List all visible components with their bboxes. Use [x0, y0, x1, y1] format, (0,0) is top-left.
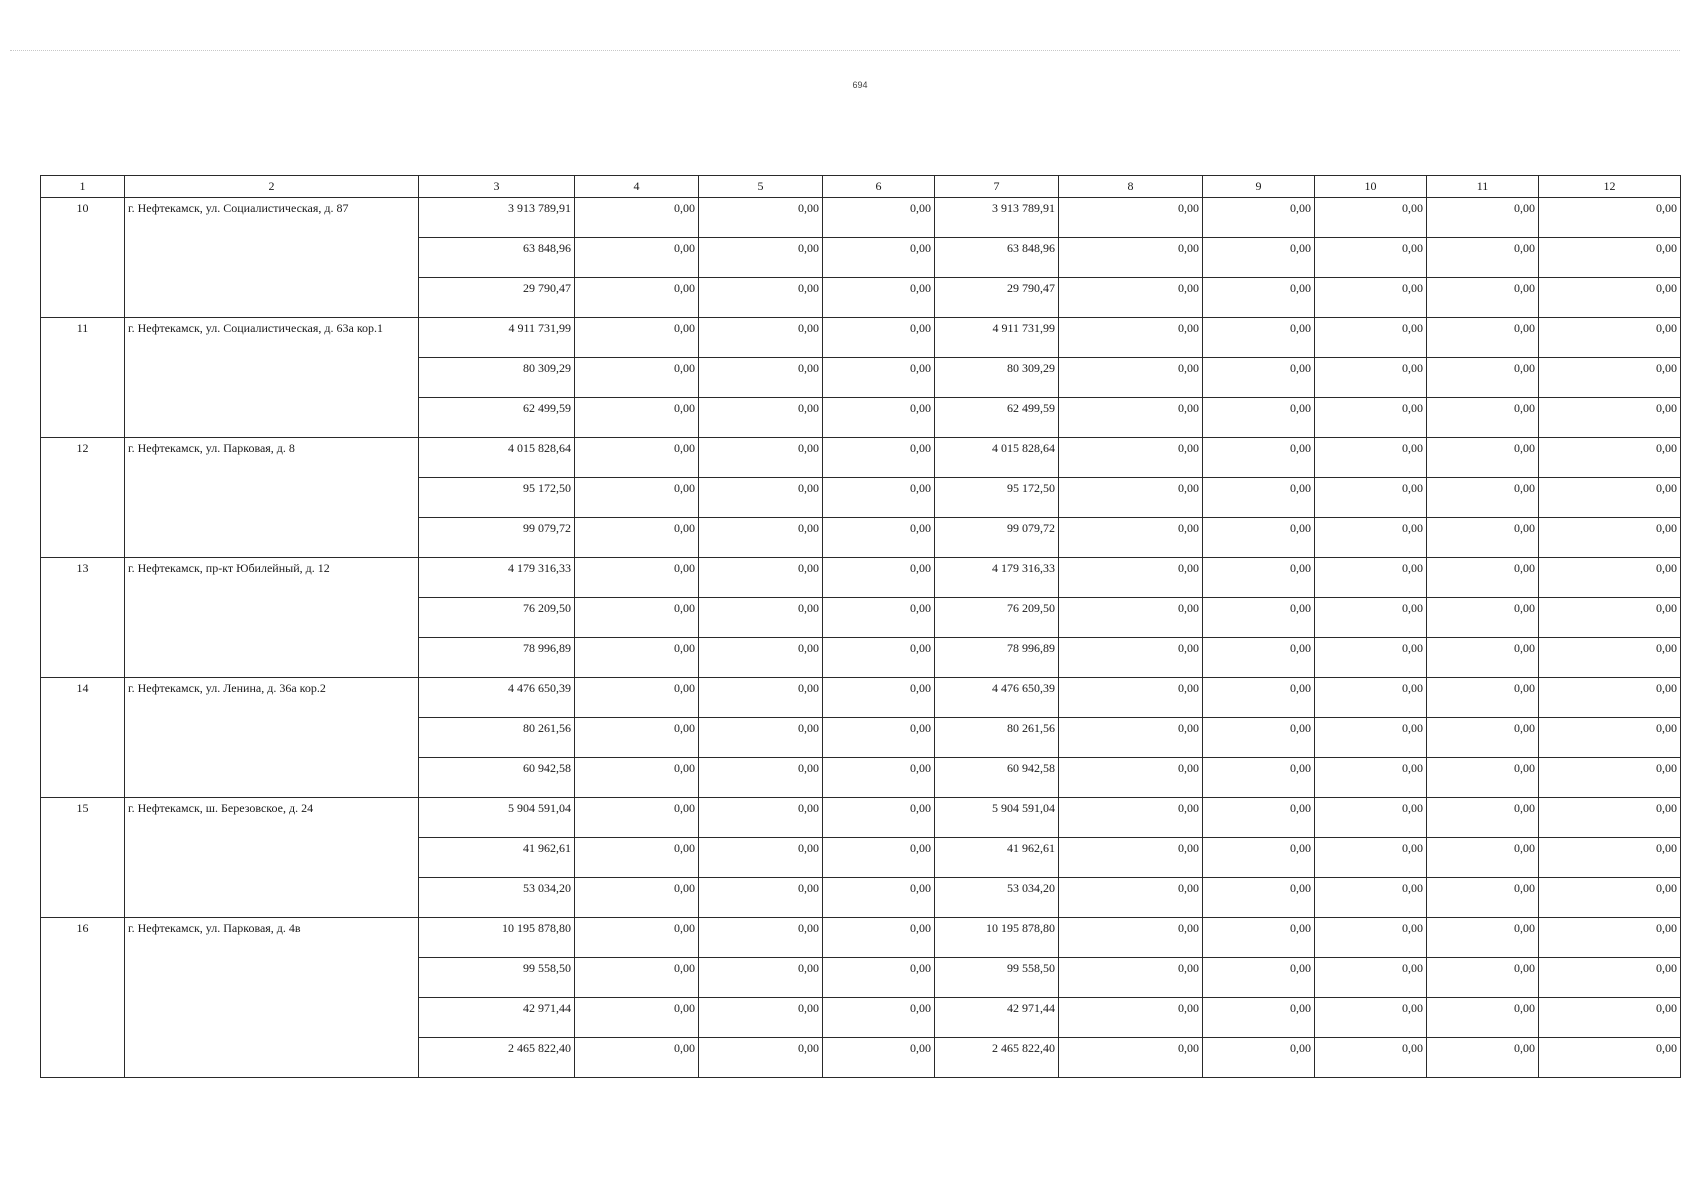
amount-cell-col-8: 0,00	[1059, 558, 1203, 598]
amount-cell-col-12: 0,00	[1539, 718, 1681, 758]
amount-cell-col-6: 0,00	[823, 278, 935, 318]
address-cell: г. Нефтекамск, ш. Березовское, д. 24	[125, 798, 419, 918]
amount-cell-col-9: 0,00	[1203, 798, 1315, 838]
amount-cell-col-3: 78 996,89	[419, 638, 575, 678]
amount-cell-col-10: 0,00	[1315, 518, 1427, 558]
amount-cell-col-12: 0,00	[1539, 238, 1681, 278]
header-row	[41, 176, 1681, 198]
amount-cell-col-10: 0,00	[1315, 278, 1427, 318]
amount-cell-col-11: 0,00	[1427, 638, 1539, 678]
amount-cell-col-3: 53 034,20	[419, 878, 575, 918]
amount-cell-col-7: 10 195 878,80	[935, 918, 1059, 958]
col-header-2: 2	[125, 176, 419, 198]
amount-cell-col-8: 0,00	[1059, 598, 1203, 638]
col-header-6: 6	[823, 176, 935, 198]
amount-cell-col-4: 0,00	[575, 278, 699, 318]
amount-cell-col-11: 0,00	[1427, 598, 1539, 638]
amount-cell-col-12: 0,00	[1539, 998, 1681, 1038]
amount-cell-col-10: 0,00	[1315, 478, 1427, 518]
amount-cell-col-7: 4 911 731,99	[935, 318, 1059, 358]
row-index: 14	[41, 678, 125, 798]
amount-cell-col-9: 0,00	[1203, 518, 1315, 558]
amount-cell-col-10: 0,00	[1315, 678, 1427, 718]
amount-cell-col-12: 0,00	[1539, 518, 1681, 558]
amount-cell-col-6: 0,00	[823, 518, 935, 558]
amount-cell-col-7: 63 848,96	[935, 238, 1059, 278]
amount-cell-col-5: 0,00	[699, 398, 823, 438]
amount-cell-col-8: 0,00	[1059, 398, 1203, 438]
amount-cell-col-9: 0,00	[1203, 678, 1315, 718]
amount-cell-col-5: 0,00	[699, 478, 823, 518]
amount-cell-col-10: 0,00	[1315, 758, 1427, 798]
amount-cell-col-11: 0,00	[1427, 318, 1539, 358]
amount-cell-col-8: 0,00	[1059, 278, 1203, 318]
amount-cell-col-5: 0,00	[699, 518, 823, 558]
amount-cell-col-3: 80 309,29	[419, 358, 575, 398]
amount-cell-col-10: 0,00	[1315, 1038, 1427, 1078]
amount-cell-col-4: 0,00	[575, 198, 699, 238]
amount-cell-col-7: 2 465 822,40	[935, 1038, 1059, 1078]
table-row	[41, 918, 1681, 958]
amount-cell-col-10: 0,00	[1315, 318, 1427, 358]
amount-cell-col-4: 0,00	[575, 1038, 699, 1078]
amount-cell-col-7: 5 904 591,04	[935, 798, 1059, 838]
amount-cell-col-12: 0,00	[1539, 558, 1681, 598]
amount-cell-col-6: 0,00	[823, 198, 935, 238]
amount-cell-col-11: 0,00	[1427, 358, 1539, 398]
address-cell: г. Нефтекамск, ул. Социалистическая, д. 63а кор.1	[125, 318, 419, 438]
amount-cell-col-4: 0,00	[575, 918, 699, 958]
amount-cell-col-11: 0,00	[1427, 838, 1539, 878]
amount-cell-col-5: 0,00	[699, 318, 823, 358]
address-cell: г. Нефтекамск, пр-кт Юбилейный, д. 12	[125, 558, 419, 678]
amount-cell-col-9: 0,00	[1203, 278, 1315, 318]
amount-cell-col-9: 0,00	[1203, 958, 1315, 998]
amount-cell-col-6: 0,00	[823, 878, 935, 918]
amount-cell-col-4: 0,00	[575, 838, 699, 878]
row-index: 13	[41, 558, 125, 678]
address-cell: г. Нефтекамск, ул. Ленина, д. 36а кор.2	[125, 678, 419, 798]
amount-cell-col-8: 0,00	[1059, 478, 1203, 518]
amount-cell-col-6: 0,00	[823, 638, 935, 678]
amount-cell-col-4: 0,00	[575, 558, 699, 598]
amount-cell-col-9: 0,00	[1203, 718, 1315, 758]
table-row	[41, 318, 1681, 358]
register-table	[40, 175, 1681, 1078]
amount-cell-col-9: 0,00	[1203, 438, 1315, 478]
amount-cell-col-10: 0,00	[1315, 798, 1427, 838]
amount-cell-col-8: 0,00	[1059, 878, 1203, 918]
amount-cell-col-4: 0,00	[575, 958, 699, 998]
amount-cell-col-7: 4 015 828,64	[935, 438, 1059, 478]
amount-cell-col-4: 0,00	[575, 878, 699, 918]
amount-cell-col-12: 0,00	[1539, 398, 1681, 438]
amount-cell-col-11: 0,00	[1427, 678, 1539, 718]
amount-cell-col-3: 95 172,50	[419, 478, 575, 518]
amount-cell-col-12: 0,00	[1539, 918, 1681, 958]
row-index: 10	[41, 198, 125, 318]
amount-cell-col-11: 0,00	[1427, 958, 1539, 998]
address-cell: г. Нефтекамск, ул. Парковая, д. 4в	[125, 918, 419, 1078]
amount-cell-col-4: 0,00	[575, 678, 699, 718]
amount-cell-col-4: 0,00	[575, 438, 699, 478]
amount-cell-col-6: 0,00	[823, 358, 935, 398]
amount-cell-col-7: 80 309,29	[935, 358, 1059, 398]
amount-cell-col-11: 0,00	[1427, 758, 1539, 798]
amount-cell-col-11: 0,00	[1427, 278, 1539, 318]
amount-cell-col-8: 0,00	[1059, 678, 1203, 718]
col-header-5: 5	[699, 176, 823, 198]
amount-cell-col-10: 0,00	[1315, 918, 1427, 958]
amount-cell-col-4: 0,00	[575, 318, 699, 358]
amount-cell-col-9: 0,00	[1203, 238, 1315, 278]
amount-cell-col-5: 0,00	[699, 438, 823, 478]
amount-cell-col-9: 0,00	[1203, 638, 1315, 678]
amount-cell-col-4: 0,00	[575, 758, 699, 798]
amount-cell-col-8: 0,00	[1059, 198, 1203, 238]
amount-cell-col-11: 0,00	[1427, 798, 1539, 838]
amount-cell-col-6: 0,00	[823, 558, 935, 598]
amount-cell-col-9: 0,00	[1203, 918, 1315, 958]
col-header-11: 11	[1427, 176, 1539, 198]
amount-cell-col-6: 0,00	[823, 998, 935, 1038]
amount-cell-col-9: 0,00	[1203, 558, 1315, 598]
amount-cell-col-5: 0,00	[699, 678, 823, 718]
amount-cell-col-9: 0,00	[1203, 318, 1315, 358]
amount-cell-col-9: 0,00	[1203, 598, 1315, 638]
amount-cell-col-4: 0,00	[575, 638, 699, 678]
amount-cell-col-4: 0,00	[575, 718, 699, 758]
table-row	[41, 678, 1681, 718]
amount-cell-col-6: 0,00	[823, 718, 935, 758]
amount-cell-col-7: 99 558,50	[935, 958, 1059, 998]
scan-dotted-line	[10, 50, 1680, 51]
amount-cell-col-11: 0,00	[1427, 918, 1539, 958]
amount-cell-col-3: 99 079,72	[419, 518, 575, 558]
amount-cell-col-7: 4 476 650,39	[935, 678, 1059, 718]
amount-cell-col-9: 0,00	[1203, 478, 1315, 518]
col-header-7: 7	[935, 176, 1059, 198]
amount-cell-col-5: 0,00	[699, 238, 823, 278]
amount-cell-col-11: 0,00	[1427, 398, 1539, 438]
amount-cell-col-7: 95 172,50	[935, 478, 1059, 518]
amount-cell-col-11: 0,00	[1427, 478, 1539, 518]
amount-cell-col-5: 0,00	[699, 998, 823, 1038]
amount-cell-col-3: 4 015 828,64	[419, 438, 575, 478]
amount-cell-col-8: 0,00	[1059, 238, 1203, 278]
amount-cell-col-4: 0,00	[575, 238, 699, 278]
amount-cell-col-10: 0,00	[1315, 998, 1427, 1038]
row-index: 16	[41, 918, 125, 1078]
amount-cell-col-4: 0,00	[575, 798, 699, 838]
amount-cell-col-7: 53 034,20	[935, 878, 1059, 918]
table-body	[41, 198, 1681, 1078]
amount-cell-col-12: 0,00	[1539, 278, 1681, 318]
amount-cell-col-5: 0,00	[699, 1038, 823, 1078]
amount-cell-col-6: 0,00	[823, 318, 935, 358]
col-header-1: 1	[41, 176, 125, 198]
amount-cell-col-7: 62 499,59	[935, 398, 1059, 438]
address-cell: г. Нефтекамск, ул. Социалистическая, д. 87	[125, 198, 419, 318]
amount-cell-col-7: 80 261,56	[935, 718, 1059, 758]
amount-cell-col-7: 29 790,47	[935, 278, 1059, 318]
amount-cell-col-6: 0,00	[823, 918, 935, 958]
amount-cell-col-7: 99 079,72	[935, 518, 1059, 558]
amount-cell-col-11: 0,00	[1427, 1038, 1539, 1078]
amount-cell-col-8: 0,00	[1059, 838, 1203, 878]
amount-cell-col-4: 0,00	[575, 478, 699, 518]
amount-cell-col-5: 0,00	[699, 278, 823, 318]
amount-cell-col-3: 63 848,96	[419, 238, 575, 278]
amount-cell-col-10: 0,00	[1315, 558, 1427, 598]
amount-cell-col-10: 0,00	[1315, 638, 1427, 678]
amount-cell-col-3: 76 209,50	[419, 598, 575, 638]
amount-cell-col-7: 3 913 789,91	[935, 198, 1059, 238]
page-number: 694	[852, 80, 868, 90]
amount-cell-col-3: 99 558,50	[419, 958, 575, 998]
amount-cell-col-5: 0,00	[699, 878, 823, 918]
register-table-wrapper	[40, 175, 1680, 1078]
amount-cell-col-5: 0,00	[699, 638, 823, 678]
amount-cell-col-12: 0,00	[1539, 598, 1681, 638]
col-header-10: 10	[1315, 176, 1427, 198]
amount-cell-col-5: 0,00	[699, 838, 823, 878]
amount-cell-col-11: 0,00	[1427, 558, 1539, 598]
amount-cell-col-3: 29 790,47	[419, 278, 575, 318]
col-header-12: 12	[1539, 176, 1681, 198]
amount-cell-col-6: 0,00	[823, 478, 935, 518]
amount-cell-col-5: 0,00	[699, 598, 823, 638]
amount-cell-col-8: 0,00	[1059, 958, 1203, 998]
amount-cell-col-10: 0,00	[1315, 398, 1427, 438]
amount-cell-col-12: 0,00	[1539, 478, 1681, 518]
amount-cell-col-10: 0,00	[1315, 958, 1427, 998]
amount-cell-col-7: 76 209,50	[935, 598, 1059, 638]
amount-cell-col-3: 42 971,44	[419, 998, 575, 1038]
row-index: 15	[41, 798, 125, 918]
amount-cell-col-10: 0,00	[1315, 358, 1427, 398]
amount-cell-col-11: 0,00	[1427, 198, 1539, 238]
amount-cell-col-6: 0,00	[823, 758, 935, 798]
amount-cell-col-12: 0,00	[1539, 358, 1681, 398]
amount-cell-col-3: 41 962,61	[419, 838, 575, 878]
amount-cell-col-12: 0,00	[1539, 318, 1681, 358]
amount-cell-col-7: 42 971,44	[935, 998, 1059, 1038]
amount-cell-col-6: 0,00	[823, 838, 935, 878]
address-cell: г. Нефтекамск, ул. Парковая, д. 8	[125, 438, 419, 558]
amount-cell-col-6: 0,00	[823, 398, 935, 438]
col-header-3: 3	[419, 176, 575, 198]
amount-cell-col-8: 0,00	[1059, 718, 1203, 758]
amount-cell-col-12: 0,00	[1539, 438, 1681, 478]
amount-cell-col-9: 0,00	[1203, 878, 1315, 918]
amount-cell-col-7: 78 996,89	[935, 638, 1059, 678]
amount-cell-col-12: 0,00	[1539, 958, 1681, 998]
row-index: 12	[41, 438, 125, 558]
amount-cell-col-6: 0,00	[823, 798, 935, 838]
amount-cell-col-12: 0,00	[1539, 198, 1681, 238]
amount-cell-col-5: 0,00	[699, 558, 823, 598]
amount-cell-col-4: 0,00	[575, 398, 699, 438]
amount-cell-col-5: 0,00	[699, 798, 823, 838]
amount-cell-col-9: 0,00	[1203, 998, 1315, 1038]
amount-cell-col-10: 0,00	[1315, 198, 1427, 238]
col-header-8: 8	[1059, 176, 1203, 198]
amount-cell-col-11: 0,00	[1427, 438, 1539, 478]
amount-cell-col-3: 2 465 822,40	[419, 1038, 575, 1078]
amount-cell-col-6: 0,00	[823, 678, 935, 718]
amount-cell-col-3: 10 195 878,80	[419, 918, 575, 958]
amount-cell-col-12: 0,00	[1539, 758, 1681, 798]
amount-cell-col-11: 0,00	[1427, 998, 1539, 1038]
col-header-9: 9	[1203, 176, 1315, 198]
table-row	[41, 558, 1681, 598]
amount-cell-col-8: 0,00	[1059, 358, 1203, 398]
amount-cell-col-4: 0,00	[575, 998, 699, 1038]
amount-cell-col-5: 0,00	[699, 358, 823, 398]
amount-cell-col-3: 62 499,59	[419, 398, 575, 438]
amount-cell-col-8: 0,00	[1059, 918, 1203, 958]
amount-cell-col-9: 0,00	[1203, 358, 1315, 398]
amount-cell-col-8: 0,00	[1059, 638, 1203, 678]
table-row	[41, 438, 1681, 478]
amount-cell-col-4: 0,00	[575, 358, 699, 398]
amount-cell-col-11: 0,00	[1427, 238, 1539, 278]
amount-cell-col-8: 0,00	[1059, 758, 1203, 798]
amount-cell-col-10: 0,00	[1315, 718, 1427, 758]
amount-cell-col-9: 0,00	[1203, 398, 1315, 438]
amount-cell-col-10: 0,00	[1315, 438, 1427, 478]
amount-cell-col-5: 0,00	[699, 718, 823, 758]
col-header-4: 4	[575, 176, 699, 198]
amount-cell-col-11: 0,00	[1427, 878, 1539, 918]
amount-cell-col-12: 0,00	[1539, 678, 1681, 718]
amount-cell-col-6: 0,00	[823, 238, 935, 278]
amount-cell-col-12: 0,00	[1539, 878, 1681, 918]
amount-cell-col-4: 0,00	[575, 518, 699, 558]
amount-cell-col-6: 0,00	[823, 958, 935, 998]
amount-cell-col-10: 0,00	[1315, 598, 1427, 638]
amount-cell-col-3: 3 913 789,91	[419, 198, 575, 238]
amount-cell-col-4: 0,00	[575, 598, 699, 638]
amount-cell-col-5: 0,00	[699, 198, 823, 238]
amount-cell-col-10: 0,00	[1315, 878, 1427, 918]
amount-cell-col-5: 0,00	[699, 758, 823, 798]
amount-cell-col-5: 0,00	[699, 958, 823, 998]
amount-cell-col-9: 0,00	[1203, 1038, 1315, 1078]
amount-cell-col-8: 0,00	[1059, 438, 1203, 478]
amount-cell-col-10: 0,00	[1315, 238, 1427, 278]
amount-cell-col-12: 0,00	[1539, 1038, 1681, 1078]
amount-cell-col-8: 0,00	[1059, 998, 1203, 1038]
amount-cell-col-3: 5 904 591,04	[419, 798, 575, 838]
amount-cell-col-8: 0,00	[1059, 1038, 1203, 1078]
amount-cell-col-10: 0,00	[1315, 838, 1427, 878]
amount-cell-col-3: 4 476 650,39	[419, 678, 575, 718]
amount-cell-col-6: 0,00	[823, 438, 935, 478]
amount-cell-col-3: 4 179 316,33	[419, 558, 575, 598]
amount-cell-col-3: 4 911 731,99	[419, 318, 575, 358]
amount-cell-col-7: 60 942,58	[935, 758, 1059, 798]
amount-cell-col-11: 0,00	[1427, 718, 1539, 758]
table-row	[41, 198, 1681, 238]
amount-cell-col-12: 0,00	[1539, 838, 1681, 878]
amount-cell-col-8: 0,00	[1059, 318, 1203, 358]
amount-cell-col-11: 0,00	[1427, 518, 1539, 558]
amount-cell-col-9: 0,00	[1203, 838, 1315, 878]
amount-cell-col-3: 60 942,58	[419, 758, 575, 798]
amount-cell-col-8: 0,00	[1059, 518, 1203, 558]
amount-cell-col-6: 0,00	[823, 598, 935, 638]
amount-cell-col-7: 41 962,61	[935, 838, 1059, 878]
amount-cell-col-9: 0,00	[1203, 758, 1315, 798]
amount-cell-col-12: 0,00	[1539, 638, 1681, 678]
amount-cell-col-12: 0,00	[1539, 798, 1681, 838]
amount-cell-col-8: 0,00	[1059, 798, 1203, 838]
row-index: 11	[41, 318, 125, 438]
table-row	[41, 798, 1681, 838]
amount-cell-col-9: 0,00	[1203, 198, 1315, 238]
amount-cell-col-3: 80 261,56	[419, 718, 575, 758]
amount-cell-col-5: 0,00	[699, 918, 823, 958]
amount-cell-col-7: 4 179 316,33	[935, 558, 1059, 598]
amount-cell-col-6: 0,00	[823, 1038, 935, 1078]
